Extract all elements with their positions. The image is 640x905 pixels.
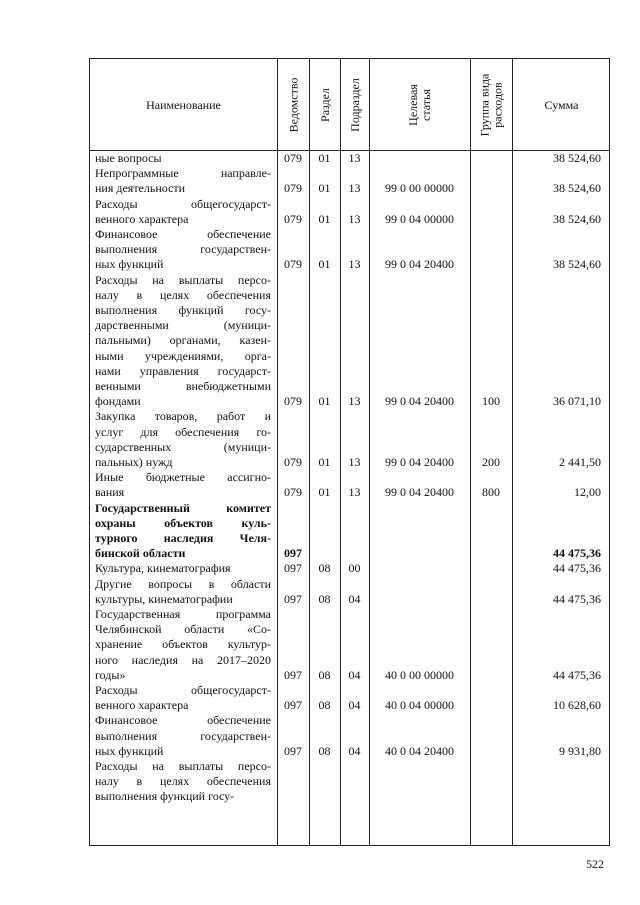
row-name-line: венного характера <box>95 211 189 226</box>
header-gruppa-vida-rashodov: Группа вида расходов <box>477 73 504 136</box>
row-name <box>95 759 271 805</box>
row-ved: 097 <box>284 546 302 561</box>
row-name <box>95 577 271 607</box>
row-razd: 01 <box>318 150 331 165</box>
row-name <box>95 273 271 410</box>
row-cel: 99 0 00 00000 <box>385 181 454 196</box>
row-ved: 097 <box>284 667 302 682</box>
row-name-line: Финансовое обеспечение <box>95 227 271 241</box>
row-podr: 13 <box>348 394 361 409</box>
header-razdel: Раздел <box>317 87 332 122</box>
row-name-line: пальных) нужд <box>95 455 173 469</box>
row-name-line: Другие вопросы в области <box>95 576 271 591</box>
header-celevaya-statya: Целевая статья <box>405 83 433 126</box>
row-name-line: охраны объектов куль- <box>95 515 271 530</box>
row-name <box>95 151 271 166</box>
row-name-line: выполнения функций госу- <box>95 789 235 804</box>
row-sum: 44 475,36 <box>553 591 601 606</box>
row-ved: 097 <box>284 591 302 606</box>
row-name-line: вания <box>95 485 125 500</box>
row-cel: 99 0 04 20400 <box>385 454 454 469</box>
row-name <box>95 607 271 683</box>
row-name-line: выполнения функций госу- <box>95 303 271 317</box>
table-row <box>90 561 609 576</box>
row-podr: 04 <box>348 667 361 682</box>
row-name-line: хранение объектов культур- <box>95 637 271 652</box>
row-podr: 04 <box>348 591 361 606</box>
row-name-line: ных функций <box>95 257 164 272</box>
row-sum: 36 071,10 <box>553 394 601 409</box>
row-cel: 99 0 04 00000 <box>385 211 454 226</box>
row-name <box>95 227 271 273</box>
table-row <box>90 683 609 713</box>
table-row <box>90 713 609 759</box>
row-name-line: выполнения государствен- <box>95 242 271 257</box>
budget-table <box>89 58 610 846</box>
row-name-line: налу в целях обеспечения <box>95 774 271 789</box>
row-podr: 04 <box>348 698 361 713</box>
row-name-line: бинской области <box>95 546 186 561</box>
row-podr: 00 <box>348 561 361 576</box>
row-name-line: венными внебюджетными <box>95 379 271 394</box>
row-name-line: налу в целях обеспечения <box>95 287 271 302</box>
row-razd: 08 <box>318 698 331 713</box>
row-name-line: Расходы общегосударст- <box>95 196 271 211</box>
row-razd: 01 <box>318 485 331 500</box>
row-sum: 44 475,36 <box>553 561 601 576</box>
table-row <box>90 607 609 683</box>
row-name-line: ного наследия на 2017–2020 <box>95 652 271 667</box>
row-name-line: Расходы общегосударст- <box>95 683 271 697</box>
row-razd: 08 <box>318 743 331 758</box>
row-name-line: Иные бюджетные ассигно- <box>95 470 271 485</box>
row-sum: 2 441,50 <box>559 454 601 469</box>
row-sum: 44 475,36 <box>553 546 601 561</box>
row-name-line: культуры, кинематографии <box>95 591 233 606</box>
row-ved: 079 <box>284 181 302 196</box>
row-podr: 04 <box>348 743 361 758</box>
row-podr: 13 <box>348 454 361 469</box>
header-summa: Сумма <box>544 97 579 112</box>
table-row <box>90 470 609 500</box>
table-row <box>90 759 609 805</box>
row-name-line: фондами <box>95 394 141 409</box>
table-row <box>90 273 609 410</box>
row-ved: 079 <box>284 211 302 226</box>
row-cel: 99 0 04 20400 <box>385 485 454 500</box>
row-grp: 800 <box>482 485 500 500</box>
table-row <box>90 409 609 470</box>
row-podr: 13 <box>348 211 361 226</box>
row-sum: 38 524,60 <box>553 211 601 226</box>
row-ved: 079 <box>284 454 302 469</box>
table-row <box>90 501 609 562</box>
row-razd: 01 <box>318 454 331 469</box>
row-name-line: Государственная программа <box>95 607 271 621</box>
row-name-line: Непрограммные направле- <box>95 166 271 181</box>
row-name-line: годы» <box>95 667 126 682</box>
row-podr: 13 <box>348 257 361 272</box>
row-name-line: дарственными (муници- <box>95 318 271 333</box>
header-name: Наименование <box>146 97 221 112</box>
row-grp: 100 <box>482 394 500 409</box>
row-grp: 200 <box>482 454 500 469</box>
row-name <box>95 166 271 196</box>
row-name-line: Культура, кинематография <box>95 561 231 576</box>
row-name-line: выполнения государствен- <box>95 728 271 743</box>
row-ved: 079 <box>284 150 302 165</box>
row-name-line: Расходы на выплаты персо- <box>95 759 271 773</box>
row-razd: 08 <box>318 591 331 606</box>
row-sum: 38 524,60 <box>553 181 601 196</box>
row-name-line: венного характера <box>95 698 189 713</box>
row-razd: 08 <box>318 667 331 682</box>
row-name-line: сударственных (муници- <box>95 439 271 454</box>
row-sum: 38 524,60 <box>553 257 601 272</box>
row-cel: 40 0 00 00000 <box>385 667 454 682</box>
row-name-line: услуг для обеспечения го- <box>95 424 271 439</box>
table-row <box>90 151 609 166</box>
row-name-line: Челябинской области «Со- <box>95 622 271 637</box>
table-row <box>90 197 609 227</box>
table-row <box>90 227 609 273</box>
row-name-line: ния деятельности <box>95 181 186 196</box>
row-ved: 097 <box>284 743 302 758</box>
table-row <box>90 577 609 607</box>
row-ved: 097 <box>284 698 302 713</box>
row-name <box>95 713 271 759</box>
row-name-line: ными учреждениями, орга- <box>95 348 271 363</box>
row-sum: 12,00 <box>574 485 601 500</box>
row-name-line: нами управления государст- <box>95 363 271 378</box>
row-name <box>95 470 271 500</box>
row-ved: 079 <box>284 394 302 409</box>
row-ved: 079 <box>284 257 302 272</box>
row-razd: 01 <box>318 257 331 272</box>
row-name-line: Государственный комитет <box>95 500 271 515</box>
row-name-line: Расходы на выплаты персо- <box>95 272 271 287</box>
row-cel: 99 0 04 20400 <box>385 257 454 272</box>
row-ved: 079 <box>284 485 302 500</box>
row-sum: 44 475,36 <box>553 667 601 682</box>
row-podr: 13 <box>348 181 361 196</box>
row-name-line: турного наследия Челя- <box>95 531 271 545</box>
row-sum: 38 524,60 <box>553 150 601 165</box>
row-razd: 01 <box>318 211 331 226</box>
page-number: 522 <box>586 857 604 871</box>
row-ved: 097 <box>284 561 302 576</box>
header-podrazdel: Подраздел <box>347 77 362 132</box>
row-cel: 40 0 04 00000 <box>385 698 454 713</box>
row-name-line: ные вопросы <box>95 151 162 165</box>
table-row <box>90 166 609 196</box>
row-podr: 13 <box>348 150 361 165</box>
row-name <box>95 561 271 576</box>
row-name-line: Финансовое обеспечение <box>95 713 271 728</box>
row-razd: 01 <box>318 394 331 409</box>
row-sum: 9 931,80 <box>559 743 601 758</box>
row-razd: 01 <box>318 181 331 196</box>
row-cel: 40 0 04 20400 <box>385 743 454 758</box>
row-name-line: ных функций <box>95 743 164 758</box>
row-cel: 99 0 04 20400 <box>385 394 454 409</box>
row-name <box>95 501 271 562</box>
row-name <box>95 683 271 713</box>
row-sum: 10 628,60 <box>553 698 601 713</box>
row-podr: 13 <box>348 485 361 500</box>
row-name-line: пальными) органами, казен- <box>95 333 271 348</box>
header-vedomstvo: Ведомство <box>286 77 301 132</box>
row-name-line: Закупка товаров, работ и <box>95 409 271 424</box>
row-razd: 08 <box>318 561 331 576</box>
row-name <box>95 197 271 227</box>
row-name <box>95 409 271 470</box>
